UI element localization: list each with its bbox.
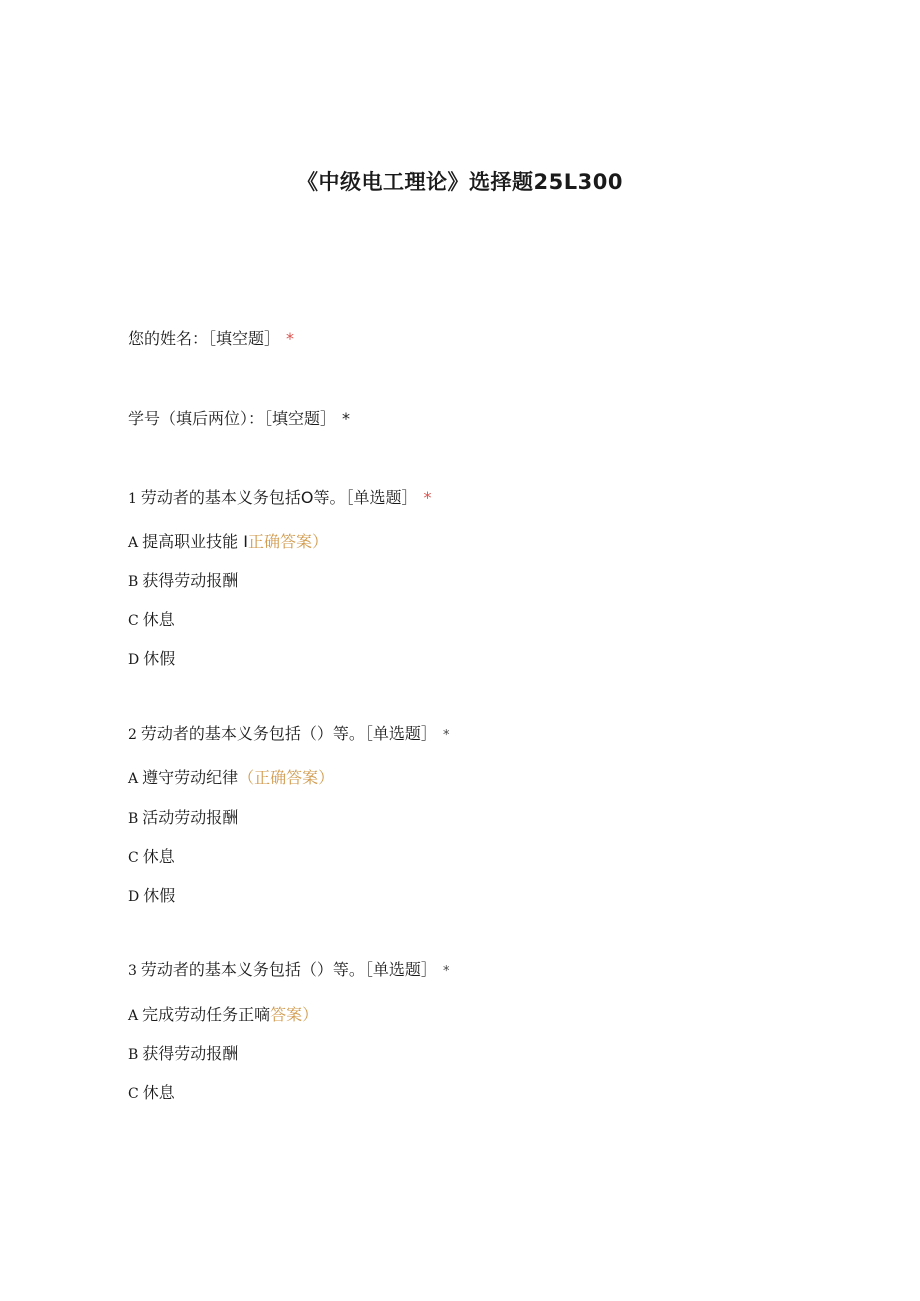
question-text: 劳动者的基本义务包括（）等。［单选题］: [140, 724, 437, 743]
option-1c[interactable]: [128, 607, 175, 630]
option-letter: C: [128, 850, 139, 866]
option-2b[interactable]: [128, 805, 238, 828]
option-3b[interactable]: [128, 1041, 238, 1064]
name-field-label: [128, 326, 294, 349]
option-text: 获得劳动报酬: [142, 1044, 239, 1063]
option-1a[interactable]: [128, 529, 328, 552]
question-1: [128, 485, 432, 508]
option-1b[interactable]: [128, 568, 238, 591]
option-text: 活动劳动报酬: [142, 808, 239, 827]
option-letter: D: [128, 652, 140, 668]
option-text: 遵守劳动纪律: [142, 768, 239, 787]
option-letter: B: [128, 811, 139, 827]
student-id-field-text: 学号（填后两位）：［填空题］: [128, 409, 337, 428]
question-number: 2: [128, 727, 137, 743]
option-text: 获得劳动报酬: [142, 571, 239, 590]
option-text: 休息: [142, 610, 175, 629]
option-letter: B: [128, 1047, 139, 1063]
required-star: *: [423, 488, 432, 507]
page-title: 《中级电工理论》选择题25L300: [297, 170, 623, 194]
option-letter: A: [128, 1008, 139, 1024]
option-text: 休假: [143, 886, 176, 905]
name-field-text: 您的姓名：［填空题］: [128, 329, 281, 348]
question-text: 劳动者的基本义务包括（）等。［单选题］: [140, 960, 437, 979]
student-id-field-label: [128, 406, 350, 429]
option-1d[interactable]: [128, 646, 175, 669]
correct-answer-mark: 答案）: [270, 1005, 319, 1024]
required-star: *: [442, 964, 450, 979]
option-2d[interactable]: [128, 883, 175, 906]
option-text: 休息: [142, 847, 175, 866]
option-letter: B: [128, 574, 139, 590]
option-text: 提高职业技能 I: [142, 532, 248, 551]
option-3a[interactable]: [128, 1002, 318, 1025]
option-text: 休息: [142, 1083, 175, 1102]
correct-answer-mark: 正确答案）: [247, 532, 328, 551]
question-text: 劳动者的基本义务包括O等。［单选题］: [140, 488, 418, 507]
question-2: [128, 721, 449, 744]
question-number: 3: [128, 963, 137, 979]
option-letter: A: [128, 535, 139, 551]
correct-answer-mark: （正确答案）: [238, 768, 335, 787]
option-2c[interactable]: [128, 844, 175, 867]
required-star: *: [342, 409, 351, 428]
option-text: 完成劳动任务正嘀: [142, 1005, 271, 1024]
required-star: *: [286, 329, 295, 348]
option-letter: D: [128, 889, 140, 905]
option-2a[interactable]: [128, 765, 334, 788]
option-text: 休假: [143, 649, 176, 668]
question-3: [128, 957, 449, 980]
option-letter: A: [128, 771, 139, 787]
option-letter: C: [128, 1086, 139, 1102]
question-number: 1: [128, 491, 137, 507]
option-3c[interactable]: [128, 1080, 175, 1103]
option-letter: C: [128, 613, 139, 629]
required-star: *: [442, 728, 450, 743]
